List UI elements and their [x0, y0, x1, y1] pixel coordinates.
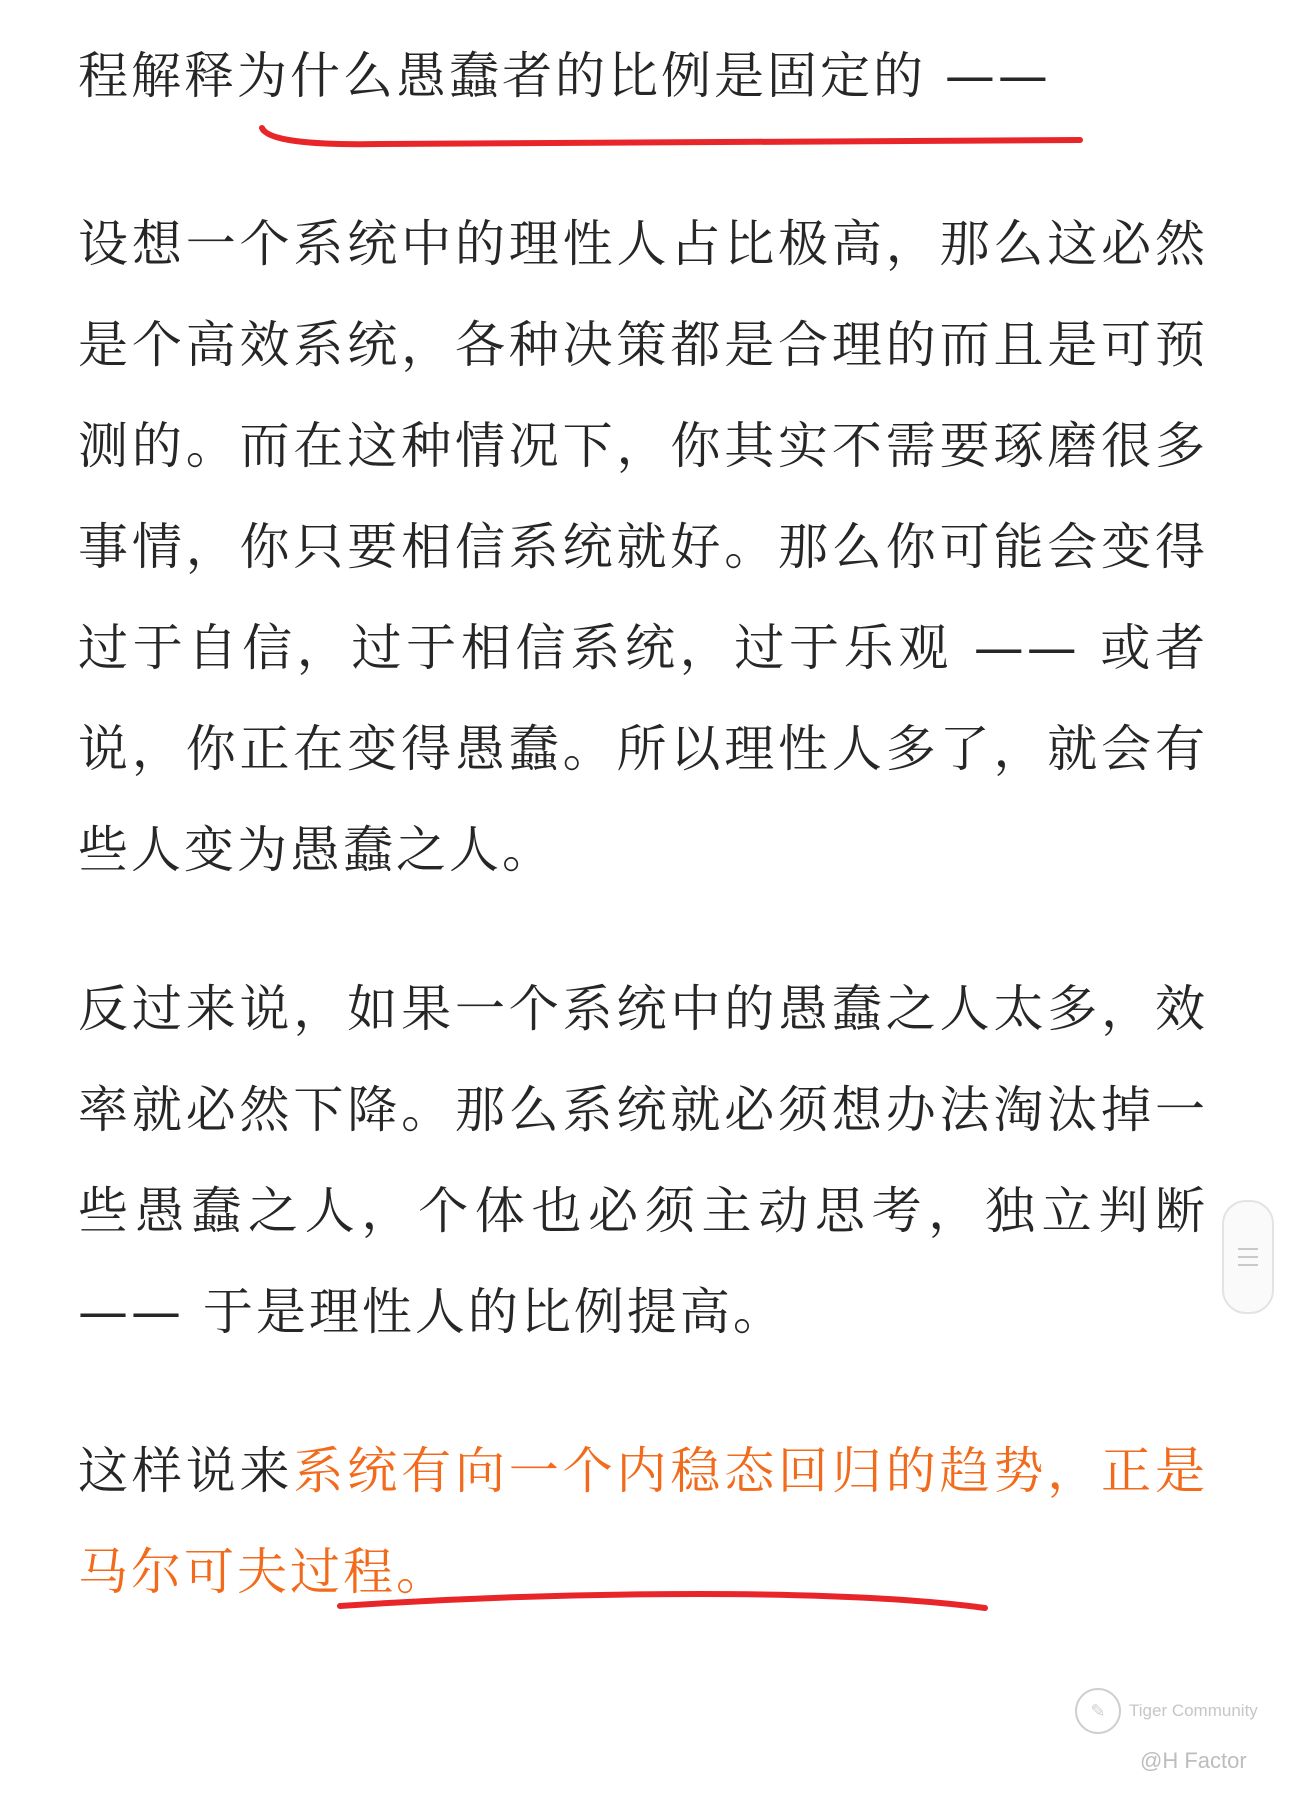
article-body: [78, 36, 1208, 1681]
article-line-top: 程解释为什么愚蠢者的比例是固定的 ——: [78, 47, 1051, 105]
tiger-community-logo-icon: ✎: [1075, 1688, 1121, 1734]
drag-handle-icon: [1238, 1248, 1258, 1250]
scroll-handle[interactable]: [1222, 1200, 1274, 1314]
author-credit: @H Factor: [1140, 1748, 1247, 1773]
watermark-text: Tiger Community: [1129, 1701, 1258, 1720]
paragraph-3-highlight: 系统有向一个内稳态回归的趋势，正是马尔可夫过程。: [78, 1442, 1209, 1601]
drag-handle-bar: [1238, 1256, 1258, 1258]
paragraph-2: 反过来说，如果一个系统中的愚蠢之人太多，效率就必然下降。那么系统就必须想办法淘汰掉一些愚蠢之人，个体也必须主动思考，独立判断 —— 于是理性人的比例提高。: [78, 980, 1208, 1341]
watermark: [1075, 1688, 1258, 1734]
drag-handle-bar: [1238, 1264, 1258, 1266]
paragraph-1: 设想一个系统中的理性人占比极高，那么这必然是个高效系统，各种决策都是合理的而且是可预测的。而在这种情况下，你其实不需要琢磨很多事情，你只要相信系统就好。那么你可能会变得过于自信，过于相信系统，过于乐观 —— 或者说，你正在变得愚蠢。所以理性人多了，就会有些人变为愚蠢之人。: [78, 215, 1208, 879]
paragraph-3: [78, 1421, 1208, 1623]
paragraph-3-plain: 这样说来: [78, 1442, 294, 1500]
